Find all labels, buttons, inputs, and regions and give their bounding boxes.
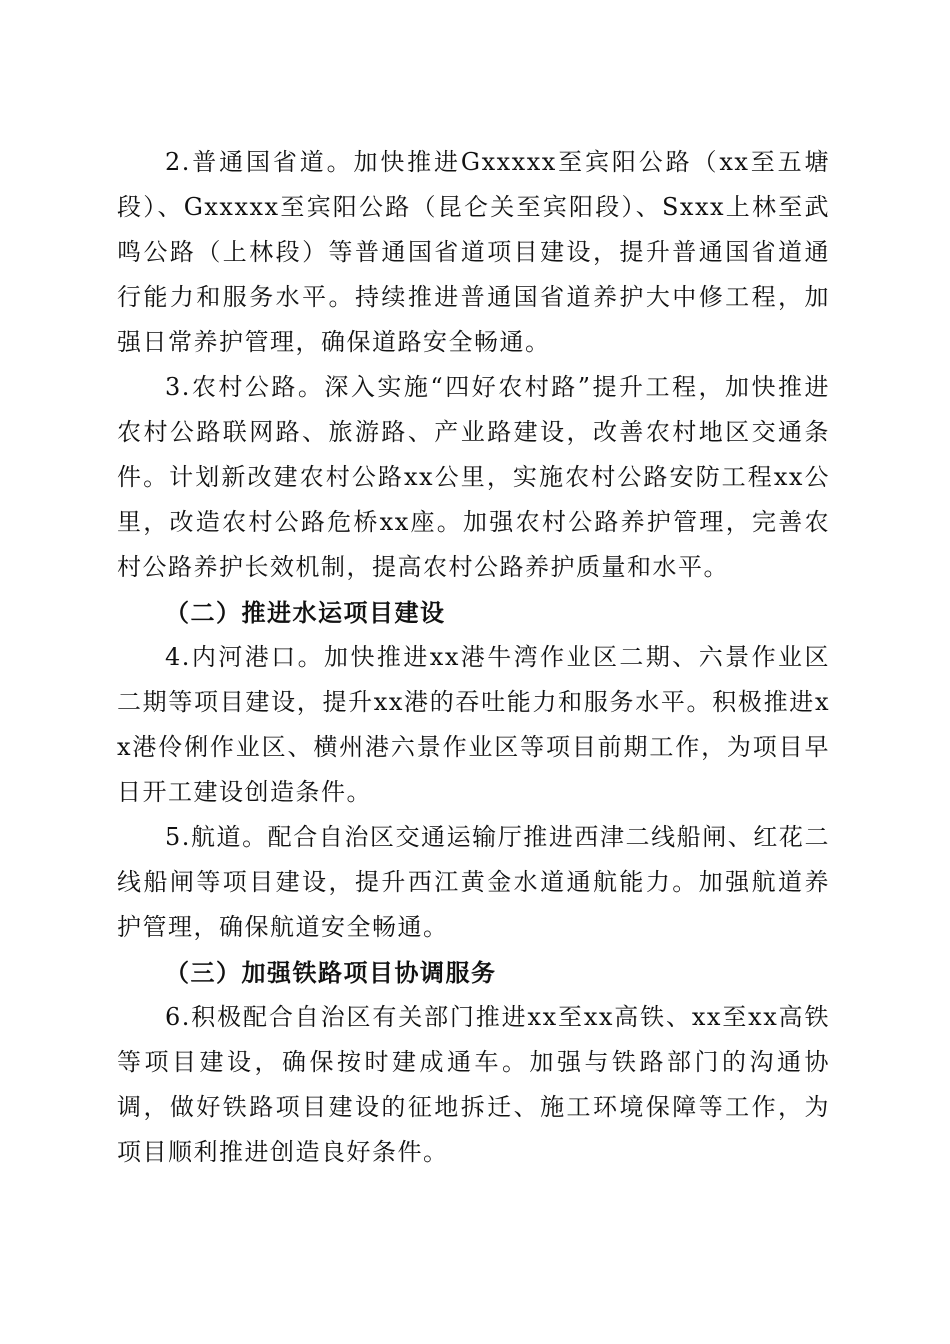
paragraph-inland-ports: 4.内河港口。加快推进xx港牛湾作业区二期、六景作业区二期等项目建设，提升xx港的吞吐能力和服务水平。积极推进xx港伶俐作业区、横州港六景作业区等项目前期工作，为项目早日开工建设创造条件。 [117,643,830,806]
paragraph-waterways: 5.航道。配合自治区交通运输厅推进西津二线船闸、红花二线船闸等项目建设，提升西江黄金水道通航能力。加强航道养护管理，确保航道安全畅通。 [117,823,830,941]
paragraph-rural-roads: 3.农村公路。深入实施“四好农村路”提升工程，加快推进农村公路联网路、旅游路、产业路建设，改善农村地区交通条件。计划新改建农村公路xx公里，实施农村公路安防工程xx公里，改造农村公路危桥xx座。加强农村公路养护管理，完善农村公路养护长效机制，提高农村公路养护质量和水平。 [117,373,830,581]
section-heading-water-transport: （二）推进水运项目建设 [165,598,446,627]
paragraph-ordinary-national-provincial-roads: 2.普通国省道。加快推进Gxxxxx至宾阳公路（xx至五塘段）、Gxxxxx至宾阳公路（昆仑关至宾阳段）、Sxxx上林至武鸣公路（上林段）等普通国省道项目建设，提升普通国省道通行能力和服务水平。持续推进普通国省道养护大中修工程，加强日常养护管理，确保道路安全畅通。 [117,148,830,356]
paragraph-railway-projects: 6.积极配合自治区有关部门推进xx至xx高铁、xx至xx高铁等项目建设，确保按时建成通车。加强与铁路部门的沟通协调，做好铁路项目建设的征地拆迁、施工环境保障等工作，为项目顺利推进创造良好条件。 [117,1003,830,1166]
section-heading-railway-coordination: （三）加强铁路项目协调服务 [165,958,497,987]
document-body [117,140,830,1175]
